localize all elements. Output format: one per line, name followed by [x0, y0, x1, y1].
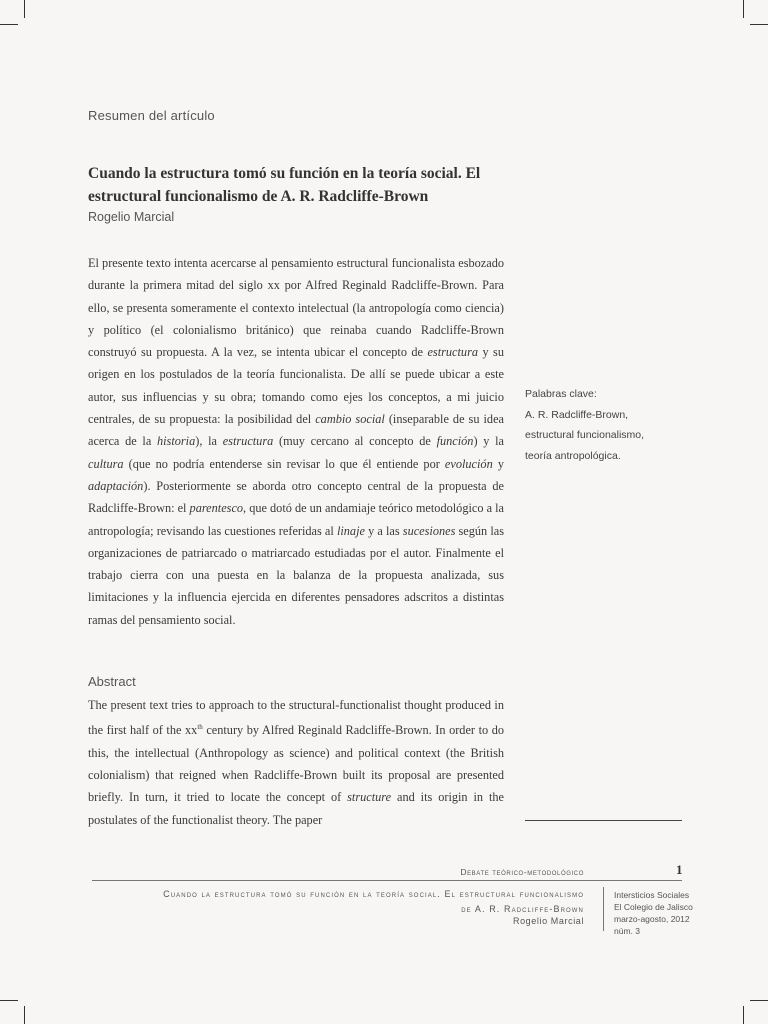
journal-line: núm. 3	[614, 926, 640, 936]
article-title: Cuando la estructura tomó su función en la teoría social. El estructural funcionalismo de A. R. Radcliffe-Brown	[88, 165, 481, 205]
crop-mark-top-right-h	[750, 24, 768, 25]
page-number: 1	[676, 862, 683, 877]
crop-mark-top-left-h	[0, 24, 18, 25]
abstract-english: The present text tries to approach to the structural-functionalist thought produced in the first half of the $xx^{th}$ century by Alfred Reginald Radcliffe-Brown. In order to do this, the intellectual (Anthropology as science) and political context (the British colonialism) that reigned when Radcliffe-Brown built its proposal are presented briefly. In turn, it tried to locate the concept of structure and its origin in the postulates of the functionalist theory. The paper	[88, 698, 504, 827]
author-name: Rogelio Marcial	[88, 210, 175, 224]
crop-mark-bottom-left-h	[0, 1000, 18, 1001]
journal-line: marzo-agosto, 2012	[614, 914, 690, 924]
crop-mark-bottom-left	[24, 1006, 25, 1024]
crop-mark-top-right	[743, 0, 744, 18]
journal-line: Intersticios Sociales	[614, 890, 690, 900]
crop-mark-top-left	[24, 0, 25, 18]
keywords-block	[525, 384, 695, 466]
footer-divider	[92, 880, 682, 881]
abstract-spanish: El presente texto intenta acercarse al pensamiento estructural funcionalista esbozado durante la primera mitad del siglo xx por Alfred Reginald Radcliffe-Brown. Para ello, se presenta someramente el contexto intelectual (la antropología como ciencia) y político (el colonialismo británico) que reinaba cuando Radcliffe-Brown construyó su propuesta. A la vez, se intenta ubicar el concepto de estructura y su origen en los postulados de la teoría funcionalista. De allí se puede ubicar a este autor, sus influencias y su obra; tomando como ejes los conceptos, a mi juicio centrales, de su propuesta: la posibilidad del cambio social (inseparable de su idea acerca de la historia), la estructura (muy cercano al concepto de función) y la cultura (que no podría entenderse sin revisar lo que él entiende por evolución y adaptación). Posteriormente se aborda otro concepto central de la propuesta de Radcliffe-Brown: el parentesco, que dotó de un andamiaje teórico metodológico a la antropología; revisando las cuestiones referidas al linaje y a las sucesiones según las organizaciones de patriarcado o matriarcado estudiadas por el autor. Finalmente el trabajo cierra con una puesta en la balanza de la propuesta analizada, sus limitaciones y la influencia ejercida en diferentes pensadores adscritos a distintas ramas del pensamiento social.	[88, 256, 504, 627]
journal-line: El Colegio de Jalisco	[614, 902, 693, 912]
footer-running-title	[114, 887, 584, 916]
footer-vertical-divider	[603, 887, 604, 931]
footer-title-line: de A. R. Radcliffe-Brown	[461, 903, 584, 914]
footer-author: Rogelio Marcial	[512, 916, 584, 926]
keywords-label: Palabras clave:	[525, 388, 597, 400]
keyword-item: teoría antropológica.	[525, 449, 621, 462]
footer-title-line: Cuando la estructura tomó su función en la teoría social. El estructural funcionalismo	[163, 889, 584, 899]
keyword-item: A. R. Radcliffe-Brown,	[525, 408, 629, 421]
journal-info	[614, 889, 724, 937]
abstract-heading: Abstract	[88, 674, 136, 689]
keyword-item: estructural funcionalismo,	[525, 429, 645, 441]
footer-section-name: Debate teórico-metodológico	[460, 867, 584, 877]
section-label: Resumen del artículo	[88, 108, 215, 123]
crop-mark-bottom-right	[743, 1006, 744, 1024]
crop-mark-bottom-right-h	[750, 1000, 768, 1001]
keywords-divider	[525, 820, 682, 821]
